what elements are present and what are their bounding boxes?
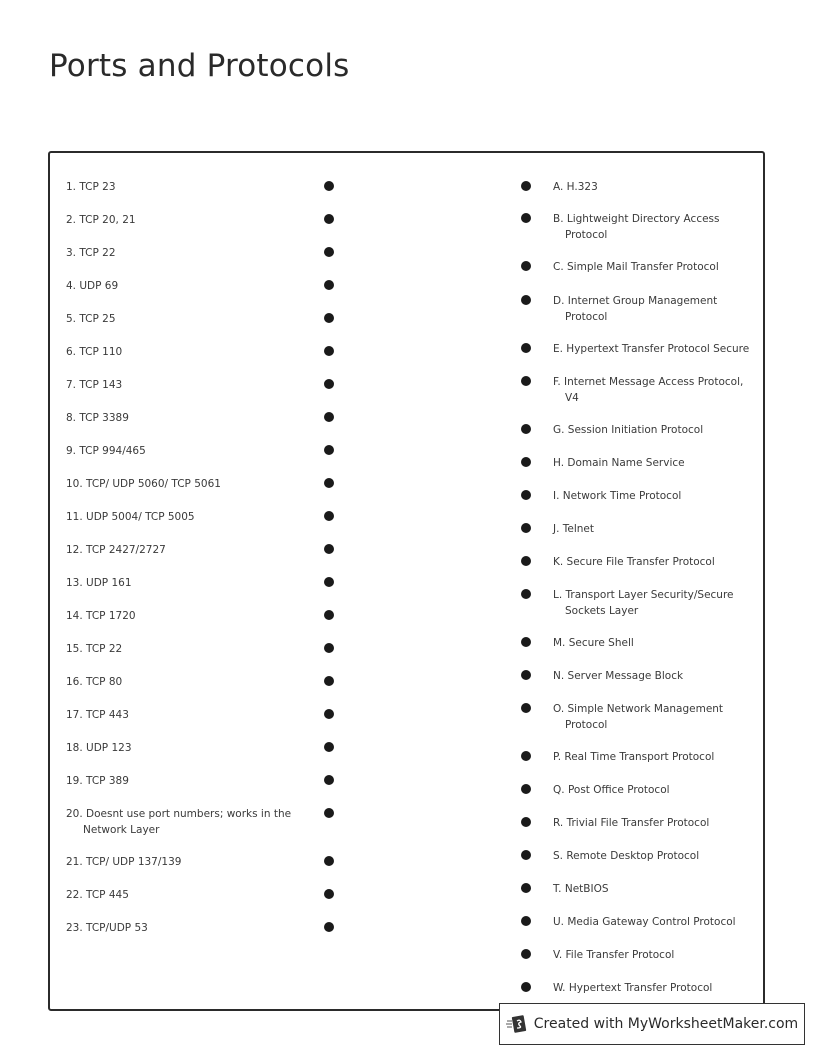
match-dot-right[interactable]: [521, 982, 531, 992]
match-dot-left[interactable]: [324, 643, 334, 653]
port-item: [66, 887, 311, 903]
match-dot-left[interactable]: [324, 181, 334, 191]
protocol-item: [553, 341, 758, 357]
match-dot-right[interactable]: [521, 703, 531, 713]
match-dot-left[interactable]: [324, 544, 334, 554]
match-dot-left[interactable]: [324, 313, 334, 323]
port-label: 7. TCP 143: [66, 379, 123, 391]
protocol-item: [553, 668, 758, 684]
port-item: [66, 674, 311, 690]
port-item: [66, 641, 311, 657]
protocol-item: [553, 914, 758, 930]
port-item: [66, 443, 311, 459]
protocol-label: S. Remote Desktop Protocol: [553, 850, 700, 862]
port-label: 1. TCP 23: [66, 181, 116, 193]
protocol-label: G. Session Initiation Protocol: [553, 424, 704, 436]
match-dot-right[interactable]: [521, 295, 531, 305]
match-dot-left[interactable]: [324, 445, 334, 455]
match-dot-right[interactable]: [521, 670, 531, 680]
match-dot-right[interactable]: [521, 343, 531, 353]
port-item: [66, 854, 311, 870]
protocol-label: T. NetBIOS: [553, 883, 609, 895]
port-item: [66, 707, 311, 723]
match-dot-right[interactable]: [521, 213, 531, 223]
protocol-label: W. Hypertext Transfer Protocol: [553, 982, 713, 994]
port-item: [66, 344, 311, 360]
match-dot-left[interactable]: [324, 775, 334, 785]
match-dot-left[interactable]: [324, 709, 334, 719]
match-dot-right[interactable]: [521, 751, 531, 761]
port-label: 3. TCP 22: [66, 247, 116, 259]
protocol-label: E. Hypertext Transfer Protocol Secure: [553, 343, 750, 355]
match-dot-left[interactable]: [324, 379, 334, 389]
port-item: [66, 212, 311, 228]
protocol-label: J. Telnet: [553, 523, 595, 535]
port-label: 18. UDP 123: [66, 742, 132, 754]
match-dot-right[interactable]: [521, 589, 531, 599]
port-label: 10. TCP/ UDP 5060/ TCP 5061: [66, 478, 221, 490]
port-label: 6. TCP 110: [66, 346, 123, 358]
port-label: 12. TCP 2427/2727: [66, 544, 166, 556]
match-dot-right[interactable]: [521, 490, 531, 500]
protocol-item: [553, 374, 758, 406]
port-label: 21. TCP/ UDP 137/139: [66, 856, 182, 868]
protocol-label: A. H.323: [553, 181, 598, 193]
match-dot-right[interactable]: [521, 376, 531, 386]
protocol-label: M. Secure Shell: [553, 637, 634, 649]
port-label: 5. TCP 25: [66, 313, 116, 325]
match-dot-left[interactable]: [324, 922, 334, 932]
protocol-item: [553, 881, 758, 897]
port-label: 15. TCP 22: [66, 643, 123, 655]
protocol-item: [553, 749, 758, 765]
protocol-label: I. Network Time Protocol: [553, 490, 682, 502]
match-dot-left[interactable]: [324, 280, 334, 290]
protocol-label: F. Internet Message Access Protocol, V4: [553, 376, 744, 404]
match-dot-right[interactable]: [521, 784, 531, 794]
match-dot-right[interactable]: [521, 817, 531, 827]
protocol-item: [553, 455, 758, 471]
match-dot-left[interactable]: [324, 610, 334, 620]
match-dot-right[interactable]: [521, 556, 531, 566]
match-dot-right[interactable]: [521, 523, 531, 533]
port-item: [66, 920, 311, 936]
match-dot-right[interactable]: [521, 850, 531, 860]
page-title: Ports and Protocols: [49, 48, 350, 84]
port-item: [66, 806, 311, 838]
protocol-item: [553, 635, 758, 651]
port-label: 2. TCP 20, 21: [66, 214, 136, 226]
protocol-item: [553, 259, 758, 275]
port-label: 11. UDP 5004/ TCP 5005: [66, 511, 195, 523]
protocol-label: H. Domain Name Service: [553, 457, 685, 469]
port-item: [66, 278, 311, 294]
badge-text: Created with MyWorksheetMaker.com: [533, 1016, 799, 1032]
match-dot-left[interactable]: [324, 808, 334, 818]
port-item: [66, 377, 311, 393]
match-dot-right[interactable]: [521, 457, 531, 467]
match-dot-left[interactable]: [324, 214, 334, 224]
match-dot-right[interactable]: [521, 424, 531, 434]
protocol-item: [553, 554, 758, 570]
port-label: 8. TCP 3389: [66, 412, 129, 424]
match-dot-right[interactable]: [521, 949, 531, 959]
port-item: [66, 311, 311, 327]
created-with-badge[interactable]: [499, 1003, 805, 1045]
match-dot-left[interactable]: [324, 889, 334, 899]
port-label: 22. TCP 445: [66, 889, 129, 901]
protocol-item: [553, 701, 758, 733]
protocol-label: D. Internet Group Management Protocol: [553, 295, 718, 323]
match-dot-left[interactable]: [324, 856, 334, 866]
match-dot-left[interactable]: [324, 478, 334, 488]
protocol-label: N. Server Message Block: [553, 670, 684, 682]
port-item: [66, 740, 311, 756]
port-label: 4. UDP 69: [66, 280, 119, 292]
worksheet-maker-logo-icon: [506, 1013, 528, 1035]
port-label: 19. TCP 389: [66, 775, 129, 787]
protocol-item: [553, 782, 758, 798]
protocol-item: [553, 587, 758, 619]
protocol-label: U. Media Gateway Control Protocol: [553, 916, 736, 928]
protocol-label: C. Simple Mail Transfer Protocol: [553, 261, 719, 273]
match-dot-right[interactable]: [521, 637, 531, 647]
match-dot-left[interactable]: [324, 247, 334, 257]
protocol-item: [553, 211, 758, 243]
protocol-label: B. Lightweight Directory Access Protocol: [553, 213, 720, 241]
port-item: [66, 773, 311, 789]
protocol-item: [553, 293, 758, 325]
protocol-label: L. Transport Layer Security/Secure Sockets Layer: [553, 589, 734, 617]
port-item: [66, 476, 311, 492]
port-label: 23. TCP/UDP 53: [66, 922, 148, 934]
match-dot-left[interactable]: [324, 676, 334, 686]
protocol-label: O. Simple Network Management Protocol: [553, 703, 724, 731]
protocol-item: [553, 848, 758, 864]
port-item: [66, 410, 311, 426]
protocol-item: [553, 815, 758, 831]
protocol-item: [553, 488, 758, 504]
port-item: [66, 608, 311, 624]
match-dot-left[interactable]: [324, 577, 334, 587]
port-label: 16. TCP 80: [66, 676, 123, 688]
protocol-item: [553, 521, 758, 537]
protocol-item: [553, 422, 758, 438]
match-dot-left[interactable]: [324, 742, 334, 752]
port-label: 17. TCP 443: [66, 709, 129, 721]
protocol-label: P. Real Time Transport Protocol: [553, 751, 715, 763]
protocol-item: [553, 980, 758, 996]
port-label: 13. UDP 161: [66, 577, 132, 589]
protocol-label: K. Secure File Transfer Protocol: [553, 556, 715, 568]
match-dot-right[interactable]: [521, 883, 531, 893]
match-dot-left[interactable]: [324, 511, 334, 521]
port-item: [66, 575, 311, 591]
protocol-item: [553, 179, 758, 195]
protocol-label: R. Trivial File Transfer Protocol: [553, 817, 710, 829]
port-item: [66, 509, 311, 525]
port-item: [66, 179, 311, 195]
port-item: [66, 542, 311, 558]
match-dot-right[interactable]: [521, 916, 531, 926]
match-dot-left[interactable]: [324, 412, 334, 422]
protocol-label: Q. Post Office Protocol: [553, 784, 670, 796]
port-item: [66, 245, 311, 261]
port-label: 20. Doesnt use port numbers; works in the Network Layer: [66, 808, 292, 836]
match-dot-right[interactable]: [521, 261, 531, 271]
port-label: 14. TCP 1720: [66, 610, 136, 622]
protocol-label: V. File Transfer Protocol: [553, 949, 675, 961]
match-dot-left[interactable]: [324, 346, 334, 356]
match-dot-right[interactable]: [521, 181, 531, 191]
protocol-item: [553, 947, 758, 963]
port-label: 9. TCP 994/465: [66, 445, 146, 457]
